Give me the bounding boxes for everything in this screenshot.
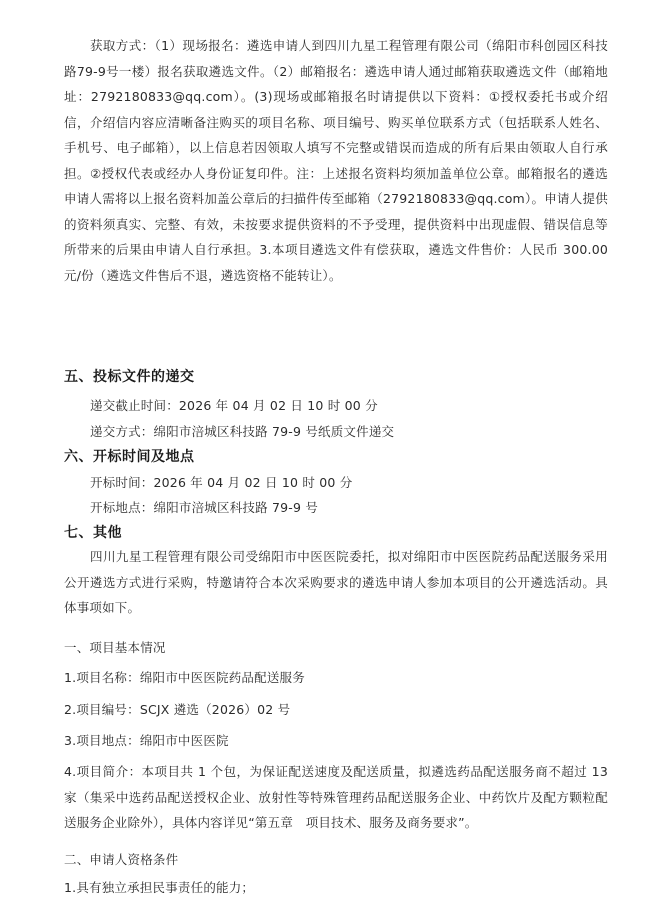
section-7-intro: 四川九星工程管理有限公司受绵阳市中医医院委托，拟对绵阳市中医医院药品配送服务采用公开遴选方式进行采购，特邀请符合本次采购要求的遴选申请人参加本项目的公开遴选活动。具体事项如下。 xyxy=(64,549,608,615)
opening-place: 开标地点：绵阳市涪城区科技路 79-9 号 xyxy=(90,500,319,515)
opening-time: 开标时间：2026 年 04 月 02 日 10 时 00 分 xyxy=(90,475,353,490)
qualification-heading: 二、申请人资格条件 xyxy=(64,852,179,867)
project-name: 1.项目名称：绵阳市中医医院药品配送服务 xyxy=(64,670,305,685)
project-summary: 4.项目简介：本项目共 1 个包，为保证配送速度及配送质量，拟遴选药品配送服务商不超过 13 家（集采中选药品配送授权企业、放射性等特殊管理药品配送服务企业、中药饮片及配方颗粒配送服务企业除外），具体内容详见“第五章 项目技术、服务及商务要求”。 xyxy=(64,764,608,830)
qualification-item-1: 1.具有独立承担民事责任的能力； xyxy=(64,880,255,895)
submission-deadline: 递交截止时间：2026 年 04 月 02 日 10 时 00 分 xyxy=(90,398,378,413)
section-6-heading: 六、开标时间及地点 xyxy=(64,449,195,465)
project-basic-heading: 一、项目基本情况 xyxy=(64,640,166,655)
obtain-method-paragraph: 获取方式：（1）现场报名：遴选申请人到四川九星工程管理有限公司（绵阳市科创园区科技路79-9号一楼）报名获取遴选文件。（2）邮箱报名：遴选申请人通过邮箱获取遴选文件（邮箱地址：2792180833@qq.com）。(3)现场或邮箱报名时请提供以下资料：①授权委托书或介绍信，介绍信内容应清晰备注购买的项目名称、项目编号、购买单位联系方式（包括联系人姓名、手机号、电子邮箱），以上信息若因领取人填写不完整或错误而造成的所有后果由领取人自行承担。②授权代表或经办人身份证复印件。注：上述报名资料均须加盖单位公章。邮箱报名的遴选申请人需将以上报名资料加盖公章后的扫描件传至邮箱（2792180833@qq.com）。申请人提供的资料须真实、完整、有效，未按要求提供资料的不予受理，提供资料中出现虚假、错误信息等所带来的后果由申请人自行承担。3.本项目遴选文件有偿获取，遴选文件售价：人民币 300.00 元/份（遴选文件售后不退，遴选资格不能转让）。 xyxy=(64,38,608,283)
section-5-heading: 五、投标文件的递交 xyxy=(64,369,195,385)
submission-method: 递交方式：绵阳市涪城区科技路 79-9 号纸质文件递交 xyxy=(90,424,395,439)
project-number: 2.项目编号：SCJX 遴选（2026）02 号 xyxy=(64,702,291,717)
section-7-heading: 七、其他 xyxy=(64,525,122,541)
project-location: 3.项目地点：绵阳市中医医院 xyxy=(64,733,229,748)
